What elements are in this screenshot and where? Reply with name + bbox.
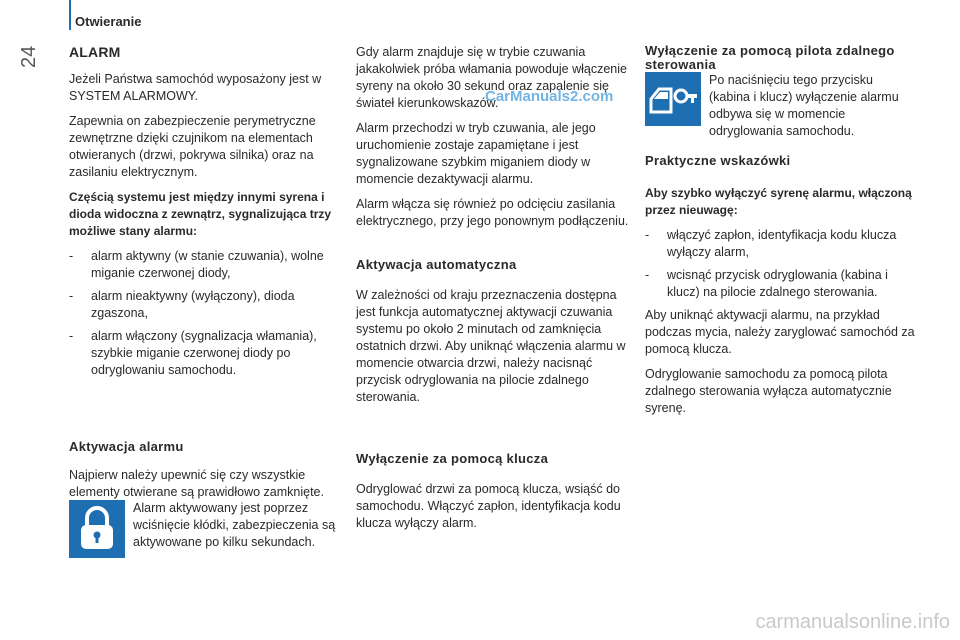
intro-paragraph: Jeżeli Państwa samochód wyposażony jest w SYSTEM ALARMOWY.	[69, 72, 322, 103]
list-item: - włączyć zapłon, identyfikacja kodu klucza wyłączy alarm,	[645, 227, 915, 261]
key-deactivation-section	[356, 450, 632, 540]
tips-intro: Aby szybko wyłączyć syrenę alarmu, włączoną przez nieuwagę:	[645, 186, 912, 217]
tips-section	[645, 152, 915, 425]
list-item: - alarm nieaktywny (wyłączony), dioda zgaszona,	[69, 288, 341, 322]
column-middle	[356, 44, 632, 238]
activation-section	[69, 438, 341, 509]
cab-and-key-icon	[645, 72, 701, 126]
states-intro: Częścią systemu jest między innymi syrena i dioda widoczna z zewnątrz, sygnalizująca trzy możliwe stany alarmu:	[69, 190, 332, 238]
page-number: 24	[18, 45, 40, 68]
tips-list	[645, 227, 915, 301]
washing-paragraph: Aby uniknąć aktywacji alarmu, na przykład podczas mycia, należy zaryglować samochód za pomocą klucza.	[645, 308, 915, 356]
padlock-icon	[69, 500, 125, 558]
alarm-title: ALARM	[69, 44, 121, 60]
site-watermark: CarManuals2.com	[485, 88, 614, 105]
key-deactivation-paragraph: Odryglować drzwi za pomocą klucza, wsiąść do samochodu. Włączyć zapłon, identyfikacja kodu klucza wyłączy alarm.	[356, 482, 621, 530]
tips-title: Praktyczne wskazówki	[645, 153, 791, 168]
activation-detail: Alarm aktywowany jest poprzez wciśnięcie kłódki, zabezpieczenia są aktywowane po kilku sekundach.	[133, 501, 336, 549]
list-item: - wcisnąć przycisk odryglowania (kabina i klucz) na pilocie zdalnego sterowania.	[645, 267, 915, 301]
siren-paragraph: Gdy alarm znajduje się w trybie czuwania jakakolwiek próba włamania powoduje włączenie syreny na około 30 sekund oraz zapalenie się świateł kierunkowskazów.	[356, 45, 627, 110]
remote-paragraph: Po naciśnięciu tego przycisku (kabina i klucz) wyłączenie alarmu odbywa się w momencie odryglowania samochodu.	[709, 73, 899, 138]
remote-unlock-paragraph: Odryglowanie samochodu za pomocą pilota zdalnego sterowania wyłącza automatycznie syrenę.	[645, 367, 892, 415]
activation-title: Aktywacja alarmu	[69, 439, 184, 454]
header-accent-bar	[69, 0, 71, 30]
perimeter-paragraph: Zapewnia on zabezpieczenie perymetryczne zewnętrzne dzięki czujnikom na elementach otwieranych (drzwi, pokrywa silnika) oraz na zasilaniu elektrycznym.	[69, 114, 316, 179]
auto-activation-title: Aktywacja automatyczna	[356, 257, 517, 272]
memory-paragraph: Alarm przechodzi w tryb czuwania, ale jego uruchomienie zostaje zapamiętane i jest sygnalizowane szybkim miganiem diody w momencie dezaktywacji alarmu.	[356, 121, 596, 186]
key-deactivation-title: Wyłączenie za pomocą klucza	[356, 451, 549, 466]
auto-activation-paragraph: W zależności od kraju przeznaczenia dostępna jest funkcja automatycznej aktywacji czuwania systemu po około 2 minutach od zamknięcia ostatnich drzwi. Aby uniknąć włączenia alarmu w momencie otwarcia drzwi, należy nacisnąć przycisk odryglowania na pilocie zdalnego sterowania.	[356, 288, 626, 404]
remote-section	[645, 44, 915, 72]
column-left	[69, 44, 341, 385]
list-item: - alarm włączony (sygnalizacja włamania), szybkie miganie czerwonej diody po odryglowaniu samochodu.	[69, 328, 341, 379]
activation-paragraph: Najpierw należy upewnić się czy wszystkie elementy otwierane są prawidłowo zamknięte.	[69, 468, 324, 499]
alarm-states-list	[69, 248, 341, 379]
remote-title: Wyłączenie za pomocą pilota zdalnego sterowania	[645, 43, 895, 72]
footer-watermark: carmanualsonline.info	[755, 611, 950, 633]
power-paragraph: Alarm włącza się również po odcięciu zasilania elektrycznego, przy jego ponownym podłączeniu.	[356, 197, 629, 228]
list-item: - alarm aktywny (w stanie czuwania), wolne miganie czerwonej diody,	[69, 248, 341, 282]
auto-activation-section	[356, 256, 632, 414]
section-header: Otwieranie	[75, 14, 142, 29]
